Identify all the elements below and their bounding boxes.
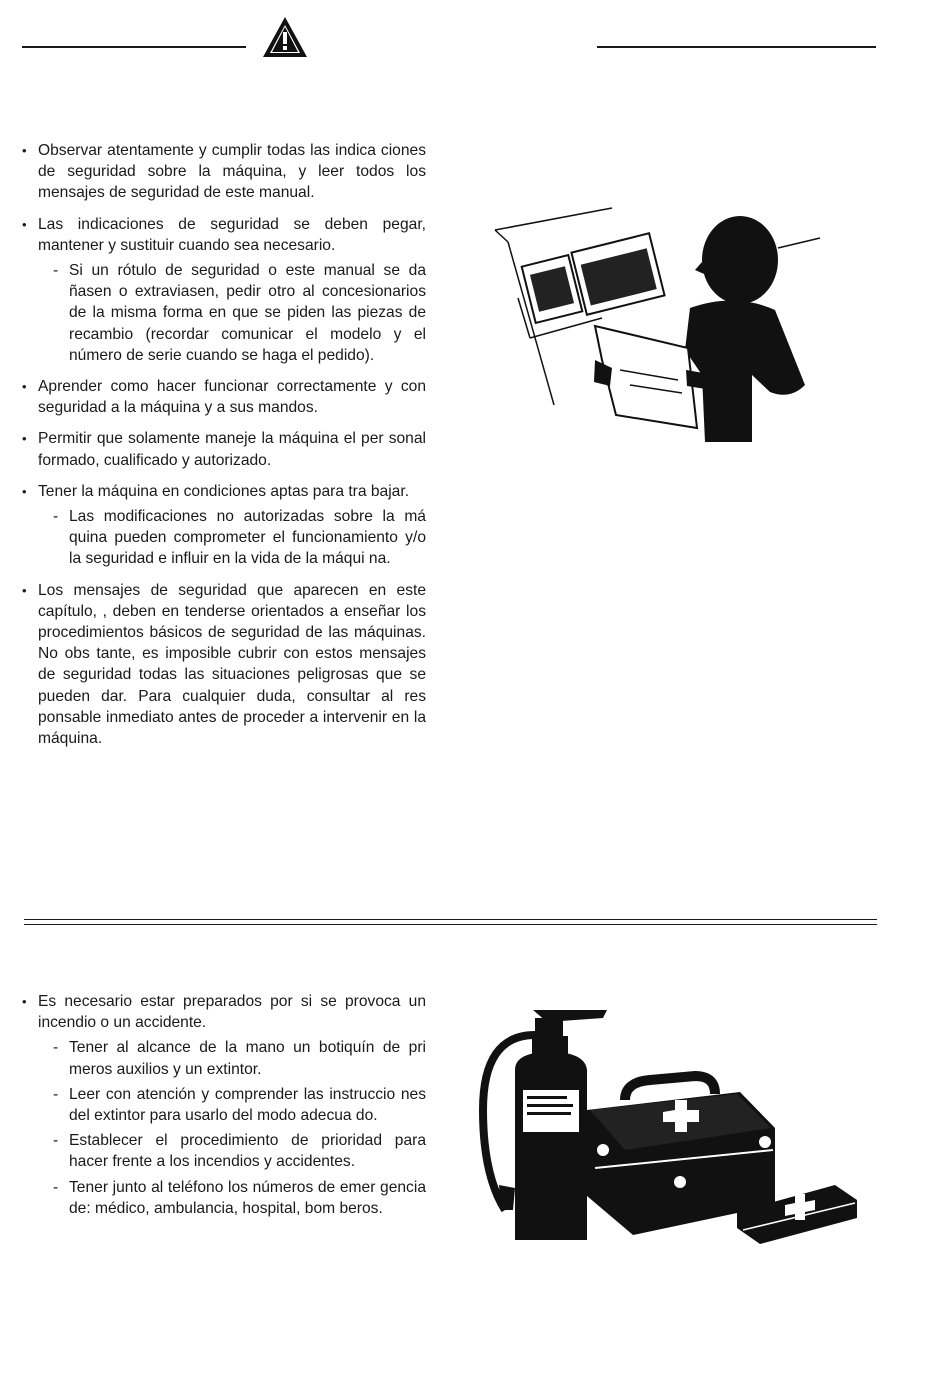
list-item (22, 580, 426, 750)
sub-item: - Las modificaciones no autorizadas sobre la má quina pueden comprometer el funcionamiento y/o la seguridad e influir en la vida de la máqui na. (38, 506, 426, 570)
sub-item-text: Las modificaciones no autorizadas sobre la má quina pueden comprometer el funcionamiento y/o la seguridad e influir en la vida de la máqui na. (69, 508, 426, 568)
sub-item: - Si un rótulo de seguridad o este manual se da ñasen o extraviasen, pedir otro al concesionarios de la misma forma en que se piden las piezas de recambio (recordar comunicar el modelo y el número de serie cuando se haga el pedido). (38, 260, 426, 366)
sub-item-text: Tener al alcance de la mano un botiquín de pri meros auxilios y un extintor. (69, 1039, 426, 1078)
list-item-text: • Los mensajes de seguridad que aparecen en este capítulo, , deben en tenderse orientados a enseñar los procedimientos básicos de seguridad de las máquinas. No obs tante, es imposible cubrir con estos mensajes de seguridad todas las situaciones peligrosas que se pueden dar. Para cualquier duda, consultar al res ponsable inmediato antes de proceder a intervenir en la máquina. (38, 581, 426, 748)
section-divider (24, 919, 877, 925)
sub-item-text: Si un rótulo de seguridad o este manual se da ñasen o extraviasen, pedir otro al concesionarios de la misma forma en que se piden las piezas de recambio (recordar comunicar el modelo y el número de serie cuando se haga el pedido). (69, 262, 426, 364)
sub-item-text: Tener junto al teléfono los números de emer gencia de: médico, ambulancia, hospital, bom beros. (69, 1178, 426, 1217)
list-item (22, 376, 426, 418)
list-item (22, 481, 426, 570)
list-item (22, 991, 426, 1219)
sub-item-text: Establecer el procedimiento de prioridad para hacer frente a los incendios y accidentes. (69, 1132, 426, 1171)
list-item-text: • Observar atentamente y cumplir todas las indica ciones de seguridad sobre la máquina, y leer todos los mensajes de seguridad de este manual. (38, 142, 426, 202)
sub-item: - Tener al alcance de la mano un botiquín de pri meros auxilios y un extintor. (38, 1037, 426, 1079)
person-reading-manual-icon (490, 200, 825, 450)
list-item (22, 428, 426, 470)
list-item-text: • Aprender como hacer funcionar correctamente y con seguridad a la máquina y a sus mandos. (38, 378, 426, 417)
sub-item: - Establecer el procedimiento de prioridad para hacer frente a los incendios y accidentes. (38, 1130, 426, 1172)
header-rule-left (22, 46, 246, 48)
warning-triangle-icon (262, 16, 308, 58)
fire-extinguisher-first-aid-kit-icon (475, 1000, 865, 1250)
list-item-text: • Las indicaciones de seguridad se deben pegar, mantener y sustituir cuando sea necesario. (38, 215, 426, 254)
sub-item: - Leer con atención y comprender las instruccio nes del extintor para usarlo del modo adecua do. (38, 1084, 426, 1126)
list-item-text: • Permitir que solamente maneje la máquina el per sonal formado, cualificado y autorizado. (38, 430, 426, 469)
sub-item: - Tener junto al teléfono los números de emer gencia de: médico, ambulancia, hospital, bom beros. (38, 1177, 426, 1219)
list-item (22, 214, 426, 366)
header-rule-right (597, 46, 876, 48)
sub-item-text: Leer con atención y comprender las instruccio nes del extintor para usarlo del modo adecua do. (69, 1085, 426, 1125)
emergency-preparation-list (22, 991, 426, 1229)
safety-instructions-list (22, 140, 426, 759)
list-item (22, 140, 426, 204)
list-item-text: • Tener la máquina en condiciones aptas para tra bajar. (38, 482, 410, 500)
list-item-text: • Es necesario estar preparados por si se provoca un incendio o un accidente. (38, 993, 426, 1032)
